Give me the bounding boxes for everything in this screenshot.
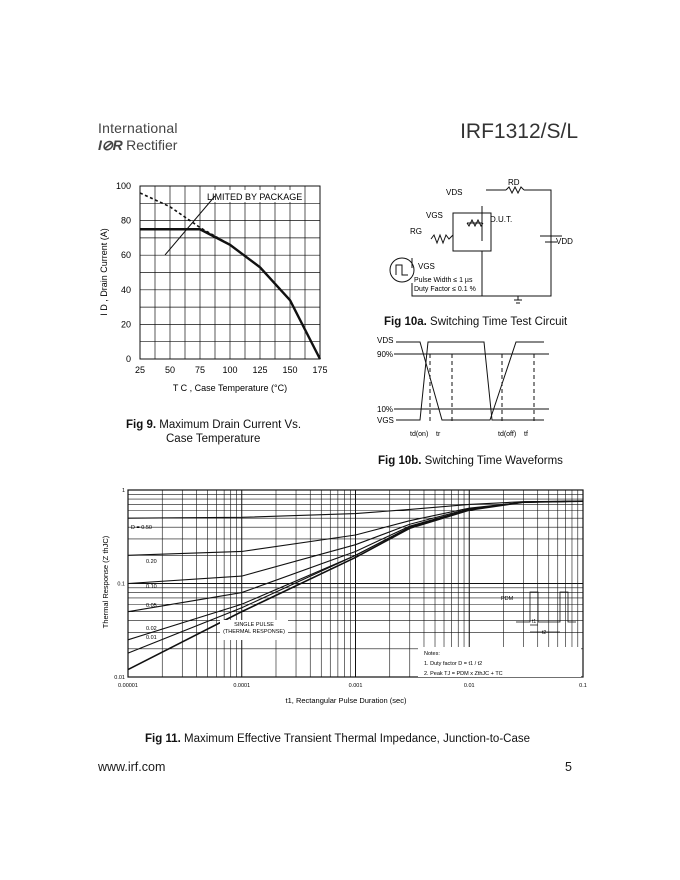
curve-label-001: 0.01 — [146, 635, 157, 641]
single-pulse-line2: (THERMAL RESPONSE) — [223, 629, 285, 635]
label-vgs-source: VGS — [418, 262, 435, 271]
label-vgs: VGS — [377, 416, 394, 425]
fig10a-caption-text: Switching Time Test Circuit — [430, 316, 568, 328]
fig11-caption-text: Maximum Effective Transient Thermal Impedance, Junction-to-Case — [184, 733, 530, 745]
label-10pct: 10% — [377, 405, 394, 414]
company-logo-line1: International — [98, 120, 178, 136]
footer-url: www.irf.com — [98, 760, 166, 774]
notes-title: Notes: — [424, 651, 440, 657]
label-vds: VDS — [377, 336, 394, 345]
fig9-ylabel: I D , Drain Current (A) — [99, 228, 109, 316]
fig11-caption — [145, 733, 530, 745]
fig11-x-tick-label: 0.01 — [463, 683, 475, 689]
label-vdd: VDD — [556, 237, 573, 246]
fig11-x-tick-label: 0.00001 — [118, 683, 138, 689]
curve-label-050: D = 0.50 — [131, 525, 152, 531]
fig10a-circuit — [380, 178, 580, 310]
fig9-caption-line2: Case Temperature — [166, 433, 261, 445]
label-tdoff: td(off) — [498, 431, 517, 438]
drain-wire — [467, 206, 483, 241]
fig9-x-tick-label: 75 — [194, 365, 206, 375]
fig10b-waveforms — [374, 332, 574, 440]
pulse-symbol — [396, 265, 408, 275]
curve-label-005: 0.05 — [146, 603, 157, 609]
part-number: IRF1312/S/L — [460, 120, 578, 143]
curve-label-020: 0.20 — [146, 559, 157, 565]
label-duty-factor: Duty Factor ≤ 0.1 % — [414, 286, 476, 293]
single-pulse-line1: SINGLE PULSE — [234, 622, 274, 628]
fig10a-caption-label: Fig 10a. — [384, 316, 427, 328]
note2: 2. Peak TJ = PDM x ZthJC + TC — [424, 671, 503, 677]
fig11-caption-label: Fig 11. — [145, 733, 181, 745]
fig11-x-tick-label: 0.0001 — [233, 683, 251, 689]
pdm-label: PDM — [501, 596, 514, 602]
label-tr: tr — [436, 431, 441, 438]
rd-wire — [462, 187, 551, 296]
fig10b-caption-label: Fig 10b. — [378, 455, 422, 467]
label-tdon: td(on) — [410, 431, 429, 438]
fig9-caption-label: Fig 9. — [126, 419, 157, 431]
label-tf: tf — [524, 431, 528, 438]
fig9-x-tick-label: 100 — [222, 365, 238, 375]
fig9-y-tick-label: 40 — [120, 284, 131, 295]
fig11-x-tick-label: 0.1 — [579, 683, 587, 689]
fig11-y-tick-label: 0.1 — [117, 581, 125, 588]
fig9-annotation-leader — [165, 196, 215, 255]
page-number: 5 — [565, 760, 572, 774]
fig10a-caption — [384, 316, 567, 328]
fig9-caption — [126, 419, 301, 431]
fig11-x-tick-label: 0.001 — [348, 683, 363, 689]
logo-mark: I⊘R — [98, 137, 123, 153]
fig9-ticks — [116, 181, 328, 375]
label-rg: RG — [410, 227, 422, 236]
fig11-ylabel: Thermal Response (Z thJC) — [101, 535, 110, 629]
threshold-lines — [394, 354, 549, 409]
logo-rectifier: Rectifier — [126, 137, 178, 153]
label-vgs: VGS — [426, 211, 443, 220]
fig11-y-tick-label: 1 — [121, 488, 125, 494]
ground-symbol — [514, 296, 522, 303]
fig9-y-tick-label: 0 — [125, 354, 131, 364]
label-pulse-width: Pulse Width ≤ 1 µs — [414, 277, 473, 284]
fig9-xlabel: T C , Case Temperature (°C) — [172, 383, 288, 393]
fig10b-caption — [378, 455, 563, 467]
fig9-caption-line1: Maximum Drain Current Vs. — [159, 419, 302, 431]
company-logo-line2 — [98, 137, 177, 154]
rg-resistor — [431, 235, 453, 243]
label-vds: VDS — [446, 188, 463, 197]
mosfet-box — [453, 213, 491, 251]
fig9-x-tick-label: 175 — [312, 365, 328, 375]
curve-label-010: 0.10 — [146, 584, 157, 590]
fig9-y-tick-label: 60 — [120, 250, 131, 261]
curve-label-002: 0.02 — [146, 626, 157, 632]
fig9-x-tick-label: 125 — [252, 365, 268, 375]
fig9-annotation: LIMITED BY PACKAGE — [207, 192, 303, 202]
fig9-y-tick-label: 100 — [115, 181, 131, 191]
fig9-x-tick-label: 25 — [134, 365, 146, 375]
fig9-y-tick-label: 80 — [120, 215, 131, 226]
fig11-chart — [98, 482, 590, 710]
fig9-y-tick-label: 20 — [120, 319, 131, 330]
fig11-y-tick-label: 0.01 — [114, 675, 125, 681]
note1: 1. Duty factor D = t1 / t2 — [424, 661, 483, 667]
fig9-grid — [140, 186, 320, 359]
label-dut: D.U.T. — [490, 215, 513, 224]
label-rd: RD — [508, 178, 520, 187]
fig9-x-tick-label: 50 — [164, 365, 176, 375]
label-90pct: 90% — [377, 350, 394, 359]
fig11-xlabel: t1, Rectangular Pulse Duration (sec) — [285, 696, 407, 705]
fig10b-caption-text: Switching Time Waveforms — [424, 455, 563, 467]
fig9-chart — [95, 178, 335, 400]
t2-label: t2 — [542, 630, 547, 636]
t1-label: t1 — [532, 619, 537, 625]
fig9-x-tick-label: 150 — [282, 365, 298, 375]
